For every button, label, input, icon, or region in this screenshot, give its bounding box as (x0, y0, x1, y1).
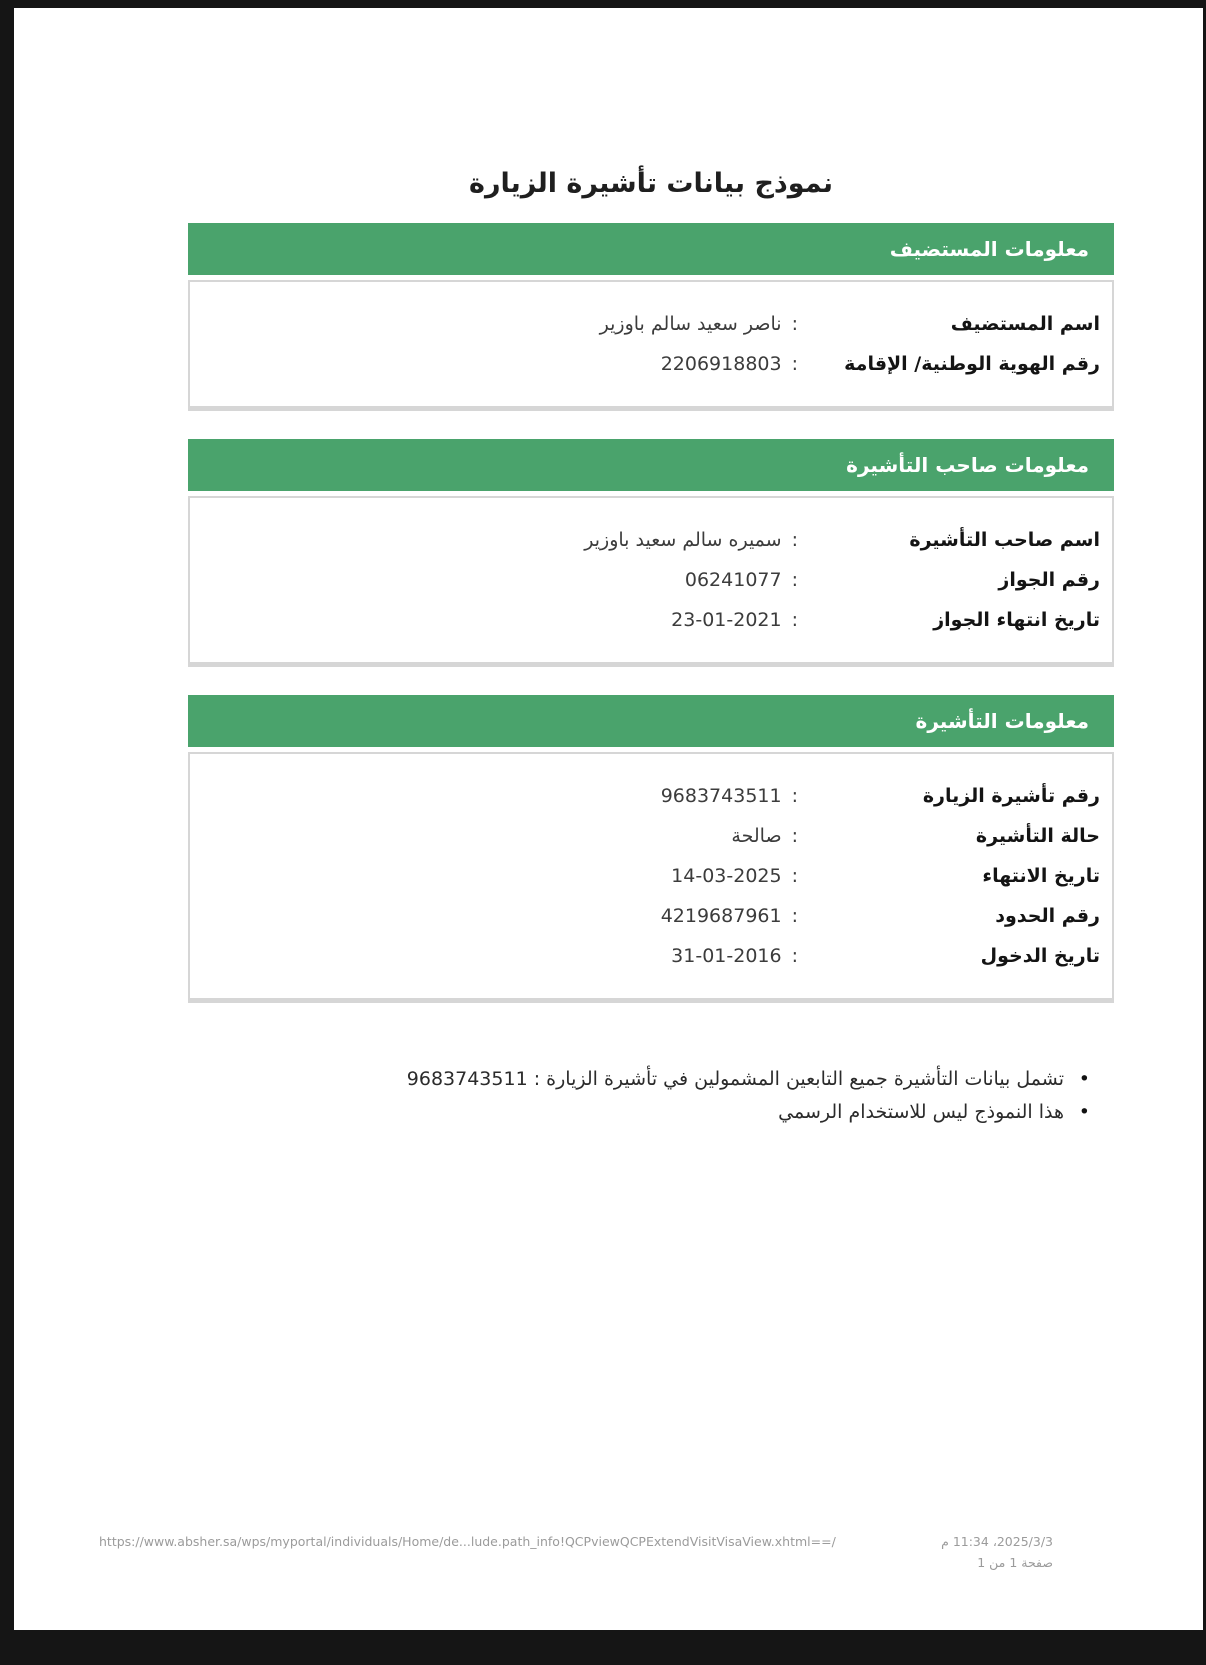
field-separator: : (791, 529, 798, 551)
note-text: هذا النموذج ليس للاستخدام الرسمي (778, 1101, 1064, 1123)
section-header-visa: معلومات التأشيرة (188, 695, 1114, 747)
footer-url: https://www.absher.sa/wps/myportal/individuals/Home/de...lude.path_info!QCPviewQCPExtendVisitVisaView.xhtml==/ (99, 1534, 836, 1549)
field-row-passport-number (202, 560, 1100, 600)
field-row-visa-status (202, 816, 1100, 856)
field-value: 23-01-2021 (671, 609, 782, 631)
section-host-info (188, 223, 1114, 411)
notes-list (188, 1063, 1114, 1129)
field-label: تاريخ الدخول (980, 945, 1100, 967)
field-row-border-number (202, 896, 1100, 936)
section-body-host (188, 280, 1114, 411)
field-row-national-id (202, 344, 1100, 384)
field-separator: : (791, 313, 798, 335)
bullet-icon: • (1078, 1101, 1090, 1123)
field-value: 4219687961 (660, 905, 782, 927)
footer-datetime: 2025/3/3، 11:34 م (941, 1534, 1053, 1549)
document-content (14, 8, 1203, 1129)
field-separator: : (791, 785, 798, 807)
note-text: تشمل بيانات التأشيرة جميع التابعين المشمولين في تأشيرة الزيارة : 9683743511 (406, 1068, 1064, 1090)
field-label: رقم تأشيرة الزيارة (922, 785, 1100, 807)
field-separator: : (791, 569, 798, 591)
print-footer (14, 1534, 1203, 1570)
field-value: 2206918803 (660, 353, 782, 375)
field-separator: : (791, 825, 798, 847)
field-label: اسم صاحب التأشيرة (909, 529, 1100, 551)
field-row-holder-name (202, 520, 1100, 560)
field-label: رقم الجواز (998, 569, 1100, 591)
section-body-visa (188, 752, 1114, 1003)
footer-page-number: صفحة 1 من 1 (977, 1555, 1053, 1570)
field-value: سميره سالم سعيد باوزير (584, 529, 782, 551)
field-label: تاريخ الانتهاء (982, 865, 1100, 887)
field-value: 9683743511 (660, 785, 782, 807)
bullet-icon: • (1078, 1068, 1090, 1090)
field-value: ناصر سعيد سالم باوزير (599, 313, 782, 335)
note-item-not-official (188, 1096, 1090, 1129)
field-row-visit-visa-number (202, 776, 1100, 816)
document-page (14, 8, 1203, 1630)
field-value: 31-01-2016 (671, 945, 782, 967)
section-visa-holder-info (188, 439, 1114, 667)
field-separator: : (791, 353, 798, 375)
field-label: حالة التأشيرة (975, 825, 1100, 847)
field-value: 14-03-2025 (671, 865, 782, 887)
section-header-host: معلومات المستضيف (188, 223, 1114, 275)
field-value: صالحة (731, 825, 782, 847)
field-separator: : (791, 609, 798, 631)
field-label: رقم الهوية الوطنية/ الإقامة (844, 353, 1100, 375)
field-value: 06241077 (684, 569, 782, 591)
section-header-visa-holder: معلومات صاحب التأشيرة (188, 439, 1114, 491)
field-row-host-name (202, 304, 1100, 344)
footer-line-1 (99, 1534, 1053, 1549)
document-title: نموذج بيانات تأشيرة الزيارة (469, 168, 833, 199)
field-label: اسم المستضيف (950, 313, 1100, 335)
field-row-entry-date (202, 936, 1100, 976)
note-item-dependents (188, 1063, 1090, 1096)
field-separator: : (791, 865, 798, 887)
field-row-expiry-date (202, 856, 1100, 896)
field-separator: : (791, 945, 798, 967)
field-label: رقم الحدود (995, 905, 1100, 927)
section-body-visa-holder (188, 496, 1114, 667)
section-visa-info (188, 695, 1114, 1003)
field-row-passport-expiry (202, 600, 1100, 640)
field-label: تاريخ انتهاء الجواز (933, 609, 1100, 631)
field-separator: : (791, 905, 798, 927)
